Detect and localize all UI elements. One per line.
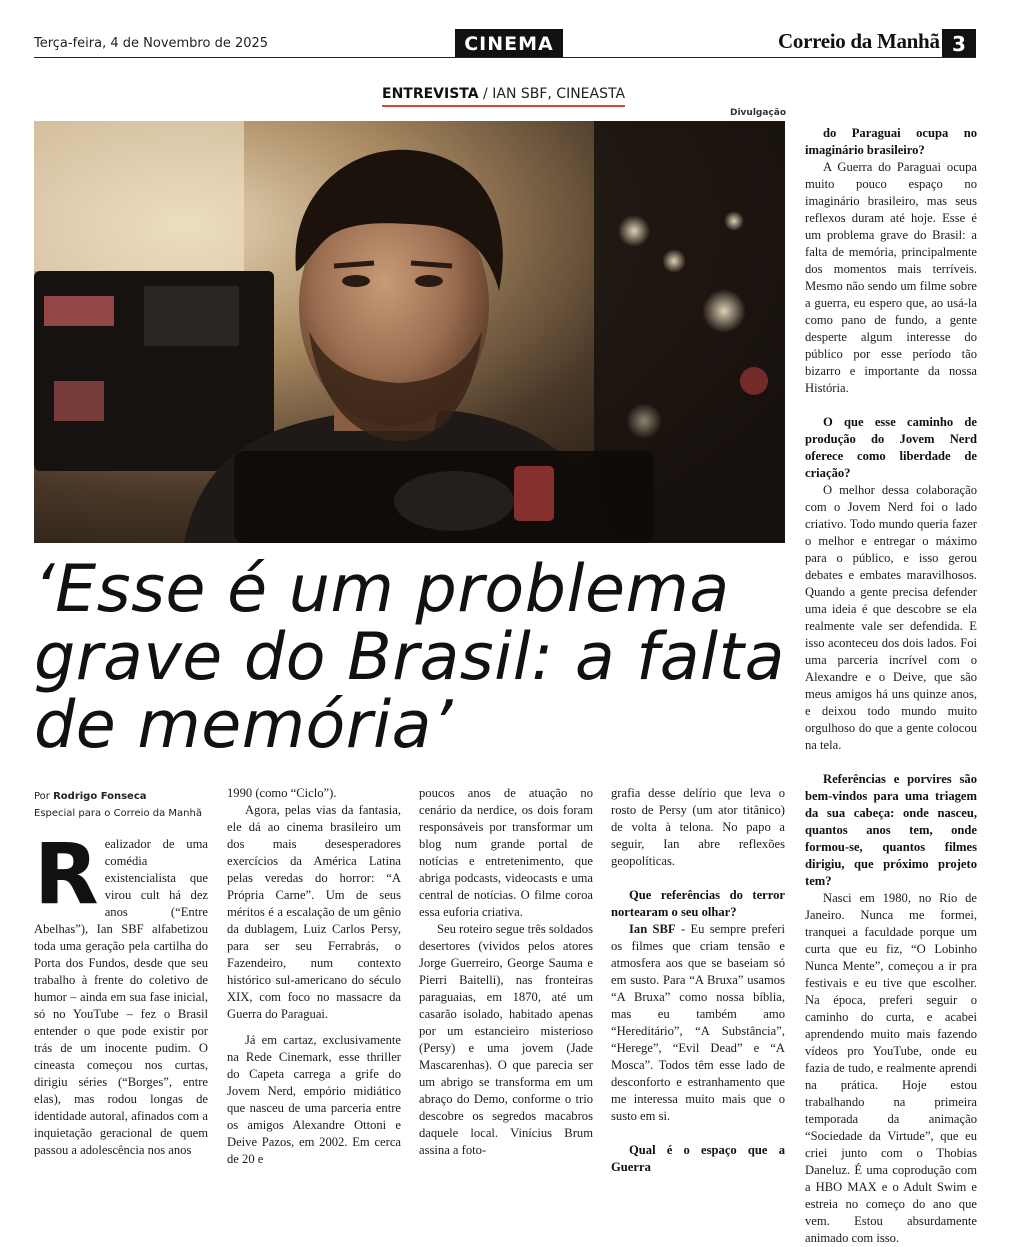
interview-answer: Nasci em 1980, no Rio de Janeiro. Nunca me formei, tranquei a faculdade porque um curta que eu fiz, “O Lobinho Nunca Mente”, começou a ir pra festivais e eu tive que escolher. Na época, preferi seguir o caminho do curta, e acabei aprendendo muito mais fazendo vídeos pro YouTube, onde eu fazia de tudo, e realmente aprendi na prática. Hoje estou trabalhando na primeira temporada da animação “Sociedade da Virtude”, que eu criei junto com o Thobias Daneluz. É uma coprodução com a HBO MAX e o Adult Swim e estreia no começo do ano que vem. Estou absurdamente animado com isso. [805,891,977,1245]
paragraph: grafia desse delírio que leva o rosto de Persy (um ator titânico) de volta à telona. No papo a seguir, Ian abre reflexões geopolíticas. [611,786,785,868]
article-column-3 [419,785,593,1159]
photo-credit: Divulgação [730,108,787,118]
paragraph: Já em cartaz, exclusivamente na Rede Cinemark, esse thriller do Capeta carrega a grife do Jovem Nerd, empório midiático que nasceu de uma parceria entre os amigos Alexandre Ottoni e Deive Pazos, em 2002. Em cerca de 20 e [227,1033,401,1166]
paragraph: poucos anos de atuação no cenário da nerdice, os dois foram responsáveis por transformar um blog num grande portal de notícias e entretenimento, que abriga podcasts, videocasts e uma central de notícias. O filme coroa essa euforia criativa. [419,786,593,919]
paragraph: Agora, pelas vias da fantasia, ele dá ao cinema brasileiro um dos mais desesperadores exercícios da América Latina pelas veredas do horror: “A Própria Carne”. Um de seus méritos é a escalação de um gênio da dublagem, Luiz Carlos Persy, para ser seu Ferrabrás, o Fazendeiro, num contexto histórico sul-americano do século XIX, com foco no massacre da Guerra do Paraguai. [227,803,401,1021]
kicker-subject: IAN SBF, CINEASTA [492,86,626,102]
article-column-2 [227,785,401,1168]
article-column-5 [805,125,977,1247]
paragraph: ealizador de uma comédia existencialista que virou cult há dez anos (“Entre Abelhas”), Ian SBF alfabetizou toda uma geração pela cartilha do Porta dos Fundos, desde que seu trabalho à frente do coletivo de humor – ainda em sua fase inicial, só no YouTube – fez o Brasil entender o que pode existir por trás de um inocente pudim. O cineasta começou nos curtas, dirigiu séries (“Borges”, entre elas), mas rodou longas de identidade autoral, afinados com a inquietação geracional de quem passou a adolescência nos anos [34,837,208,1157]
interview-question: Que referências do terror nortearam o seu olhar? [611,888,785,919]
interview-question: Referências e porvires são bem-vindos para uma triagem da sua cabeça: onde nasceu, quantos anos tem, onde formou-se, quantos filmes dirigiu, que próximo projeto tem? [805,772,977,888]
interview-answer: A Guerra do Paraguai ocupa muito pouco espaço no imaginário brasileiro, mas seus reflexos duram até hoje. Esse é um problema grave do Brasil: a falta de memória, principalmente dos momentos mais terríveis. Mesmo não sendo um filme sobre a guerra, eu espero que, ao usá-la como pano de fundo, a gente desperte algum interesse do público por esse período tão bizarro e importante da nossa História. [805,160,977,395]
byline-role: Especial para o Correio da Manhã [34,808,202,819]
kicker-label: ENTREVISTA [382,86,479,102]
byline-author: Rodrigo Fonseca [53,791,147,802]
article-photo [34,121,785,543]
paragraph: 1990 (como “Ciclo”). [227,786,337,800]
speaker-name: Ian SBF [629,922,676,936]
interview-answer: O melhor dessa colaboração com o Jovem Nerd foi o lado criativo. Todo mundo queria fazer o melhor e entregar o máximo para o público, e isso gerou debates e embates maravilhosos. Quando a gente precisa defender uma ideia é que descobre se ela realmente vale ser defendida. E isso aconteceu dos dois lados. Foi uma parceria incrível com o Alexandre e o Deive, que são meus amigos há uns quinze anos, e deixou todo mundo muito orgulhoso do que a gente colocou na tela. [805,483,977,752]
article-kicker [382,86,625,107]
edition-date: Terça-feira, 4 de Novembro de 2025 [34,36,269,51]
byline [34,788,202,822]
drop-cap: R [34,825,99,923]
interview-question: do Paraguai ocupa no imaginário brasileiro? [805,126,977,157]
article-column-4 [611,785,785,1176]
paragraph: Seu roteiro segue três soldados desertores (vividos pelos atores Jorge Guerreiro, George Sauma e Pierri Baitelli), nas fronteiras paraguaias, em 1870, até um casarão isolado, habitado apenas por um estancieiro misterioso (Persy) e uma jovem (Jade Mascarenhas). O que parecia ser um abrigo se transforma em um abraço do Demo, conforme o trio descobre os segredos macabros daquele local. Vinícius Brum assina a foto- [419,922,593,1157]
interview-question: Qual é o espaço que a Guerra [611,1143,785,1174]
page-number: 3 [942,29,976,58]
interview-question: O que esse caminho de produção do Jovem Nerd oferece como liberdade de criação? [805,415,977,480]
byline-prefix: Por [34,791,54,802]
header-rule [34,57,976,58]
answer-text: - Eu sempre preferi os filmes que criam tensão e atmosfera aos que se baseiam só em susto. Para “A Bruxa” usamos “A Bruxa” como nossa bíblia, mas eu também amo “Hereditário”, “A Substância”, “Herege”, “Evil Dead” e “A Mosca”. Todos têm esse lado de desconforto e estranhamento que me interessa muito mais que o susto em si. [611,922,786,1123]
kicker-separator: / [478,86,493,102]
section-label: CINEMA [455,29,563,58]
headline: ‘Esse é um problema grave do Brasil: a falta de memória’ [34,552,785,763]
article-column-1 [34,825,208,1159]
newspaper-logo: Correio da Manhã [778,29,940,53]
interview-answer [611,921,785,1125]
